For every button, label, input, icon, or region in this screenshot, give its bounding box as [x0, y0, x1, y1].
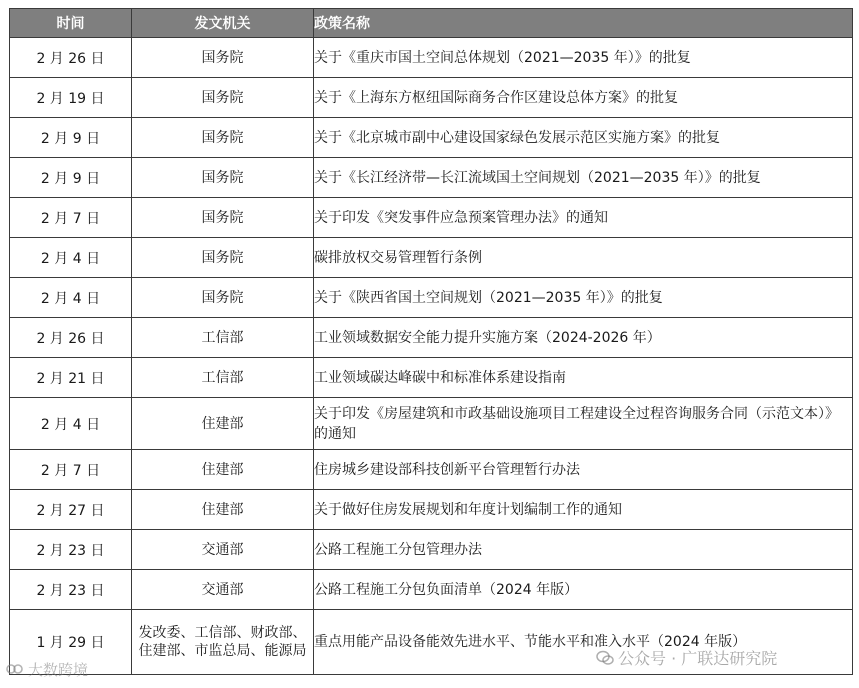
- cell-issuer: 住建部: [132, 490, 314, 530]
- cell-date: 2 月 4 日: [10, 398, 132, 450]
- cell-policy-name: 关于做好住房发展规划和年度计划编制工作的通知: [314, 490, 853, 530]
- cell-issuer: 国务院: [132, 278, 314, 318]
- cell-policy-name: 工业领域碳达峰碳中和标准体系建设指南: [314, 358, 853, 398]
- table-row: [10, 278, 853, 318]
- cell-date: 2 月 21 日: [10, 358, 132, 398]
- cell-date: 2 月 27 日: [10, 490, 132, 530]
- cell-policy-name: 关于《北京城市副中心建设国家绿色发展示范区实施方案》的批复: [314, 118, 853, 158]
- cell-date: 2 月 4 日: [10, 278, 132, 318]
- table-row: [10, 158, 853, 198]
- table-row: [10, 490, 853, 530]
- table-row: [10, 38, 853, 78]
- cell-policy-name: 关于印发《房屋建筑和市政基础设施项目工程建设全过程咨询服务合同（示范文本）》的通知: [314, 398, 853, 450]
- cell-issuer: 工信部: [132, 358, 314, 398]
- cell-issuer: 交通部: [132, 570, 314, 610]
- table-row: [10, 78, 853, 118]
- column-header-policy-name: 政策名称: [314, 9, 853, 38]
- wechat-icon: [596, 650, 614, 666]
- cell-date: 2 月 26 日: [10, 318, 132, 358]
- cell-date: 2 月 23 日: [10, 570, 132, 610]
- policy-table: [9, 8, 853, 675]
- cell-date: 2 月 9 日: [10, 158, 132, 198]
- cell-issuer: 发改委、工信部、财政部、住建部、市监总局、能源局: [132, 610, 314, 675]
- cell-issuer: 住建部: [132, 398, 314, 450]
- cell-date: 2 月 26 日: [10, 38, 132, 78]
- column-header-issuer: 发文机关: [132, 9, 314, 38]
- cell-issuer: 工信部: [132, 318, 314, 358]
- cell-date: 2 月 7 日: [10, 450, 132, 490]
- cell-issuer: 住建部: [132, 450, 314, 490]
- cell-date: 2 月 4 日: [10, 238, 132, 278]
- cell-issuer: 国务院: [132, 118, 314, 158]
- watermark-left: [6, 659, 88, 680]
- cell-policy-name: 关于《上海东方枢纽国际商务合作区建设总体方案》的批复: [314, 78, 853, 118]
- watermark-left-text: 大数跨境: [28, 661, 89, 679]
- table-row: [10, 530, 853, 570]
- cell-policy-name: 重点用能产品设备能效先进水平、节能水平和准入水平（2024 年版）: [314, 610, 853, 675]
- cell-policy-name: 关于《陕西省国土空间规划（2021—2035 年）》的批复: [314, 278, 853, 318]
- cell-date: 2 月 19 日: [10, 78, 132, 118]
- cell-issuer: 国务院: [132, 38, 314, 78]
- cell-date: 2 月 9 日: [10, 118, 132, 158]
- brand-logo-icon: [6, 661, 24, 677]
- table-row: [10, 450, 853, 490]
- cell-policy-name: 公路工程施工分包管理办法: [314, 530, 853, 570]
- cell-issuer: 交通部: [132, 530, 314, 570]
- cell-date: 2 月 7 日: [10, 198, 132, 238]
- watermark-right: [596, 646, 777, 669]
- cell-policy-name: 关于印发《突发事件应急预案管理办法》的通知: [314, 198, 853, 238]
- cell-policy-name: 碳排放权交易管理暂行条例: [314, 238, 853, 278]
- cell-issuer: 国务院: [132, 238, 314, 278]
- cell-issuer: 国务院: [132, 78, 314, 118]
- table-row: [10, 570, 853, 610]
- table-row: [10, 358, 853, 398]
- column-header-date: 时间: [10, 9, 132, 38]
- cell-policy-name: 工业领域数据安全能力提升实施方案（2024-2026 年）: [314, 318, 853, 358]
- cell-issuer: 国务院: [132, 198, 314, 238]
- cell-policy-name: 关于《重庆市国土空间总体规划（2021—2035 年）》的批复: [314, 38, 853, 78]
- table-row: [10, 398, 853, 450]
- cell-date: 2 月 23 日: [10, 530, 132, 570]
- table-header-row: [10, 9, 853, 38]
- table-row: [10, 118, 853, 158]
- table-row: [10, 318, 853, 358]
- table-row: [10, 198, 853, 238]
- cell-policy-name: 关于《长江经济带—长江流域国土空间规划（2021—2035 年）》的批复: [314, 158, 853, 198]
- watermark-right-text: 公众号 · 广联达研究院: [618, 649, 778, 668]
- cell-date: 1 月 29 日: [10, 610, 132, 675]
- table-row: [10, 238, 853, 278]
- cell-policy-name: 住房城乡建设部科技创新平台管理暂行办法: [314, 450, 853, 490]
- cell-policy-name: 公路工程施工分包负面清单（2024 年版）: [314, 570, 853, 610]
- cell-issuer: 国务院: [132, 158, 314, 198]
